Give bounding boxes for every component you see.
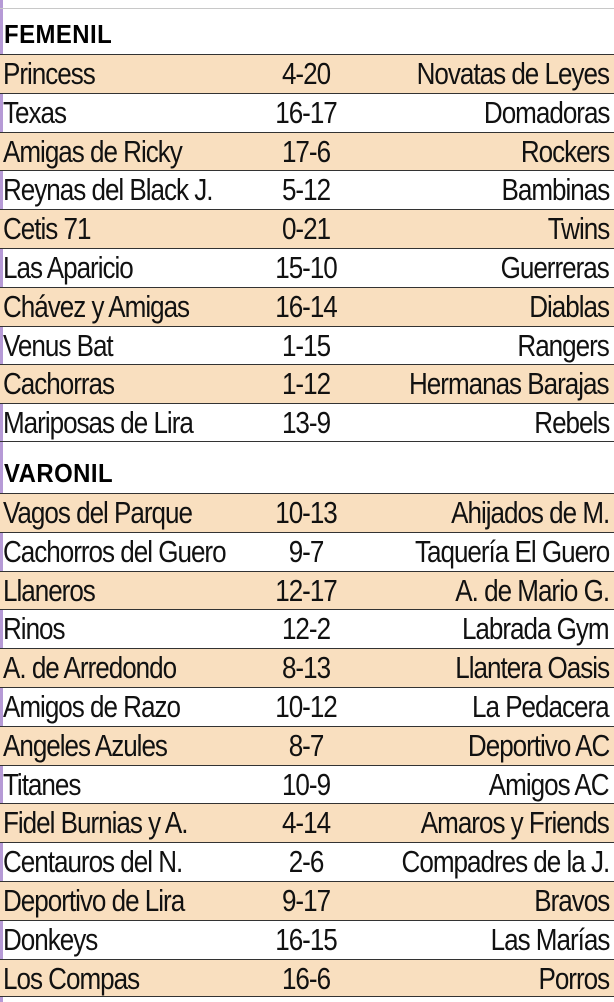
away-team: Taquería El Guero: [414, 533, 609, 569]
home-team: Mariposas de Lira: [3, 405, 193, 441]
away-team: Rangers: [517, 327, 609, 363]
result-row: [0, 209, 614, 248]
result-row: [0, 364, 614, 403]
away-team: Bravos: [533, 882, 609, 918]
result-row: [0, 881, 614, 920]
score: 8-7: [288, 727, 324, 763]
away-team: Hermanas Barajas: [409, 366, 609, 402]
home-team: Chávez y Amigas: [3, 288, 190, 324]
result-row: [0, 571, 614, 610]
score: 9-17: [281, 882, 331, 918]
score: 16-14: [275, 288, 337, 324]
home-team: Cachorras: [3, 366, 115, 402]
score: 12-2: [281, 611, 331, 647]
home-team: Cetis 71: [3, 211, 91, 247]
home-team: Centauros del N.: [3, 844, 183, 880]
home-team: Las Aparicio: [3, 249, 133, 285]
score: 16-6: [281, 960, 331, 996]
away-team: Deportivo AC: [467, 727, 609, 763]
away-team: Novatas de Leyes: [416, 56, 609, 91]
score: 2-6: [288, 844, 324, 880]
home-team: Vagos del Parque: [3, 495, 192, 530]
score: 10-12: [275, 688, 337, 724]
result-row: [0, 687, 614, 726]
away-team: Twins: [547, 211, 609, 247]
score: 12-17: [275, 572, 337, 608]
score: 10-9: [281, 766, 331, 802]
home-team: Angeles Azules: [3, 727, 167, 763]
result-row: [0, 326, 614, 365]
result-row: [0, 609, 614, 648]
score: 10-13: [275, 495, 337, 530]
home-team: Texas: [3, 94, 66, 130]
results-table-femenil: [0, 54, 614, 442]
score: 16-15: [275, 921, 337, 957]
home-team: Venus Bat: [3, 327, 113, 363]
away-team: Guerreras: [500, 249, 609, 285]
score: 4-14: [281, 805, 331, 841]
home-team: Cachorros del Guero: [3, 533, 226, 569]
score: 0-21: [281, 211, 331, 247]
home-team: Rinos: [3, 611, 65, 647]
result-row: [0, 170, 614, 209]
away-team: Rebels: [533, 405, 609, 441]
result-row: [0, 93, 614, 132]
score: 15-10: [275, 249, 337, 285]
away-team: Las Marías: [490, 921, 609, 957]
home-team: Reynas del Black J.: [3, 172, 213, 208]
home-team: Amigas de Ricky: [3, 133, 182, 169]
away-team: A. de Mario G.: [455, 572, 609, 608]
home-team: Deportivo de Lira: [3, 882, 185, 918]
results-table-varonil: [0, 493, 614, 997]
result-row: [0, 532, 614, 571]
section-title-femenil: FEMENIL: [4, 19, 113, 49]
score: 17-6: [281, 133, 331, 169]
result-row: [0, 287, 614, 326]
result-row: [0, 803, 614, 842]
result-row: [0, 248, 614, 287]
result-row: [0, 726, 614, 765]
away-team: Amigos AC: [489, 766, 609, 802]
home-team: A. de Arredondo: [3, 650, 177, 686]
score: 8-13: [281, 650, 331, 686]
result-row: [0, 403, 614, 442]
result-row: [0, 920, 614, 959]
home-team: Donkeys: [3, 921, 98, 957]
home-team: Llaneros: [3, 572, 95, 608]
away-team: Llantera Oasis: [455, 650, 609, 686]
home-team: Titanes: [3, 766, 81, 802]
score: 5-12: [281, 172, 331, 208]
home-team: Princess: [3, 56, 95, 91]
score: 16-17: [275, 94, 337, 130]
score: 1-12: [281, 366, 331, 402]
away-team: Diablas: [529, 288, 609, 324]
result-row: [0, 959, 614, 998]
result-row: [0, 54, 614, 93]
home-team: Fidel Burnias y A.: [3, 805, 188, 841]
away-team: Amaros y Friends: [421, 805, 609, 841]
home-team: Amigos de Razo: [3, 688, 180, 724]
section-title-varonil: VARONIL: [4, 458, 114, 488]
result-row: [0, 765, 614, 804]
result-row: [0, 132, 614, 171]
away-team: Labrada Gym: [462, 611, 609, 647]
away-team: Domadoras: [483, 94, 609, 130]
away-team: Compadres de la J.: [401, 844, 609, 880]
top-divider: [0, 8, 614, 9]
score: 4-20: [281, 56, 331, 91]
away-team: Ahijados de M.: [450, 495, 609, 530]
score: 13-9: [281, 405, 331, 441]
away-team: Rockers: [520, 133, 609, 169]
away-team: Porros: [538, 960, 609, 996]
score: 9-7: [288, 533, 324, 569]
result-row: [0, 648, 614, 687]
result-row: [0, 842, 614, 881]
away-team: Bambinas: [501, 172, 609, 208]
score: 1-15: [281, 327, 331, 363]
away-team: La Pedacera: [472, 688, 609, 724]
home-team: Los Compas: [3, 960, 140, 996]
result-row: [0, 493, 614, 532]
